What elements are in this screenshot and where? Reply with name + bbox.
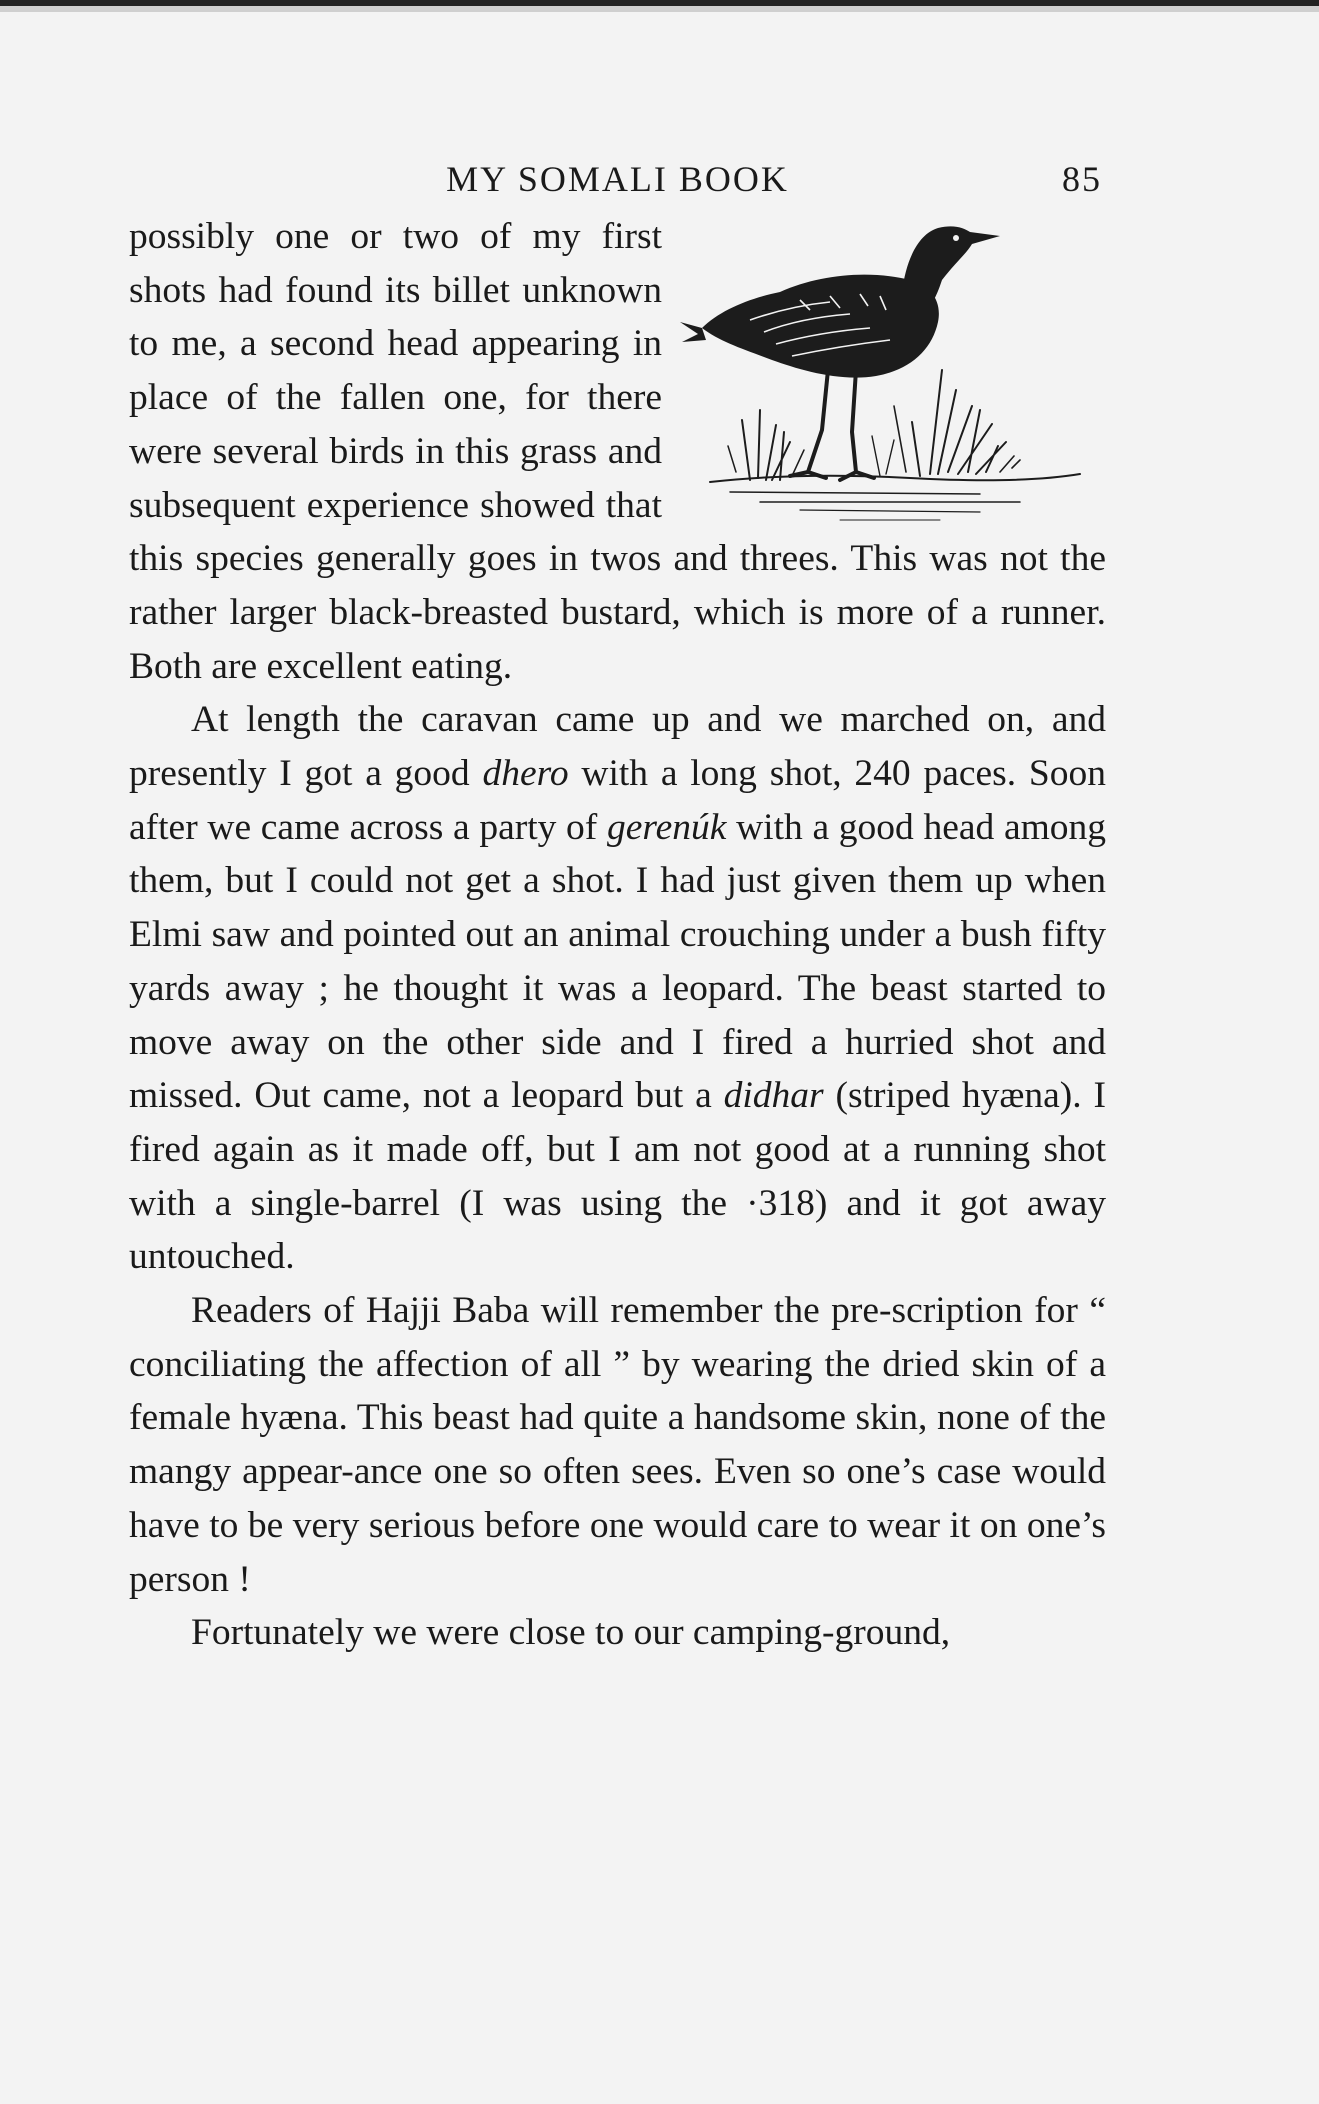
paragraph-4 <box>129 1606 1106 1660</box>
running-title: MY SOMALI BOOK <box>446 159 789 199</box>
running-header <box>129 150 1106 210</box>
paragraph-4-text: Fortunately we were close to our camping-ground, <box>191 1612 951 1654</box>
italic-word-didhar: didhar <box>723 1075 824 1117</box>
body-text <box>129 210 1106 1660</box>
paragraph-2 <box>129 693 1106 1284</box>
paragraph-2-text-2: with a long shot, 240 paces. Soon after we came across a party of <box>129 753 1106 848</box>
paragraph-3-text: Readers of Hajji Baba will remember the pre-scription for “ conciliating the affection of all ” by wearing the dried skin of a female hyæna. This beast had quite a handsome skin, none of the mangy appear-ance one so often sees. Even so one’s case would have to be very serious before one would care to wear it on one’s person ! <box>129 1290 1106 1600</box>
paragraph-1-text: possibly one or two of my first shots had found its billet unknown to me, a second head appearing in place of the fallen one, for there were several birds in this grass and subsequent experience showed that this species generally goes in twos and threes. This was not the rather larger black-breasted bustard, which is more of a runner. Both are excellent eating. <box>129 216 1106 687</box>
paragraph-2-text-4: (striped hyæna). I fired again as it made off, but I am not good at a running shot with a single-barrel (I was using the ·318) and it got away untouched. <box>129 1075 1107 1278</box>
bustard-illustration <box>680 210 1112 528</box>
page-number: 85 <box>1062 159 1102 199</box>
italic-word-gerenuk: gerenúk <box>607 806 727 848</box>
italic-word-dhero: dhero <box>482 753 569 795</box>
page-top-edge <box>0 0 1319 12</box>
paragraph-2-text-3: with a good head among them, but I could not get a shot. I had just given them up when Elmi saw and pointed out an animal crouching under a bush fifty yards away ; he thought it was a leopard. The beast started to move away on the other side and I fired a hurried shot and missed. Out came, not a leopard but a <box>129 806 1107 1117</box>
paragraph-2-text-1: At length the caravan came up and we marched on, and presently I got a good <box>129 699 1106 795</box>
book-page <box>129 150 1106 1660</box>
paragraph-3 <box>129 1284 1106 1606</box>
